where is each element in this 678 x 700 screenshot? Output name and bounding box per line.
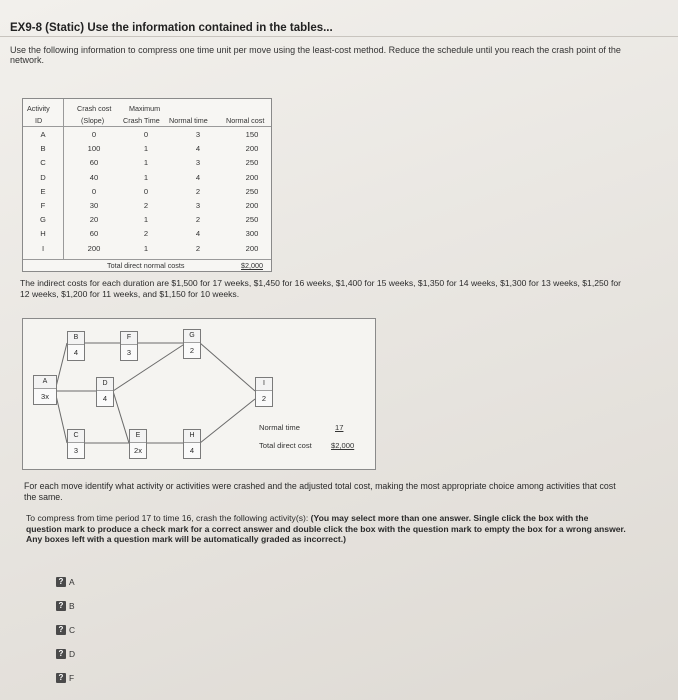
node-f-id: F xyxy=(121,332,137,345)
cell-normal-time: 4 xyxy=(195,229,201,239)
cell-normal-cost: 150 xyxy=(245,130,259,139)
total-direct-cost-value: $2,000 xyxy=(331,441,355,450)
cell-slope: 30 xyxy=(89,201,99,210)
node-d-id: D xyxy=(97,378,113,391)
total-divider xyxy=(23,259,271,260)
node-i-id: I xyxy=(256,378,272,391)
cell-normal-cost: 200 xyxy=(245,201,259,210)
node-e-id: E xyxy=(130,430,146,443)
arrow-d-e xyxy=(113,391,129,443)
header-normal-cost: Normal cost xyxy=(226,116,265,125)
cell-normal-cost: 200 xyxy=(245,144,259,154)
cell-id: E xyxy=(40,186,46,196)
normal-time-label: Normal time xyxy=(259,423,300,432)
node-i-time: 2 xyxy=(261,394,267,403)
cell-normal-time: 3 xyxy=(195,158,201,168)
total-direct-cost-label: Total direct cost xyxy=(259,441,312,450)
node-a-id: A xyxy=(34,376,56,389)
total-value: $2,000 xyxy=(241,261,263,270)
node-b-time: 4 xyxy=(73,348,79,357)
cell-normal-time: 2 xyxy=(195,215,201,225)
cell-max-crash: 1 xyxy=(143,144,149,154)
cell-slope: 60 xyxy=(89,229,99,239)
node-h-id: H xyxy=(184,430,200,443)
node-g xyxy=(183,329,201,359)
cell-id: A xyxy=(40,130,46,139)
choice-d[interactable] xyxy=(56,649,75,659)
node-f-time: 3 xyxy=(126,348,132,357)
node-d-time: 4 xyxy=(102,394,108,403)
question-mark-icon[interactable]: ? xyxy=(56,673,66,683)
header-maximum: Maximum xyxy=(129,104,161,113)
cell-slope: 20 xyxy=(89,215,99,225)
cell-slope: 100 xyxy=(87,144,101,154)
header-activity: Activity xyxy=(27,104,50,113)
cell-id: D xyxy=(40,172,46,182)
arrow-h-i xyxy=(200,399,255,443)
intro-text: Use the following information to compress one time unit per move using the least-cost method. Reduce the schedule until you reach the crash point of the network. xyxy=(10,45,621,65)
cell-normal-time: 2 xyxy=(195,186,201,196)
choice-f[interactable] xyxy=(56,673,74,683)
cell-slope: 60 xyxy=(89,158,99,168)
choice-label: C xyxy=(69,625,76,635)
node-c-id: C xyxy=(68,430,84,443)
cell-max-crash: 1 xyxy=(143,215,149,225)
question-instructions: For each move identify what activity or activities were crashed and the adjusted total cost, making the most appropriate choice among activities that cost the same. xyxy=(24,481,616,502)
header-crash-cost: Crash cost xyxy=(77,104,112,113)
node-d xyxy=(96,377,114,407)
node-f xyxy=(120,331,138,361)
node-h-time: 4 xyxy=(189,446,195,455)
cell-id: F xyxy=(40,201,46,210)
choice-b[interactable] xyxy=(56,601,75,611)
question-mark-icon[interactable]: ? xyxy=(56,625,66,635)
column-divider xyxy=(63,99,64,259)
node-e xyxy=(129,429,147,459)
node-h xyxy=(183,429,201,459)
node-b xyxy=(67,331,85,361)
header-id: ID xyxy=(35,116,43,125)
cell-normal-time: 2 xyxy=(195,243,201,253)
cell-normal-time: 4 xyxy=(195,144,201,154)
normal-time-value: 17 xyxy=(335,423,344,432)
question-mark-icon[interactable]: ? xyxy=(56,601,66,611)
choice-label: B xyxy=(69,601,75,611)
cost-table xyxy=(22,98,272,272)
node-a-time: 3x xyxy=(41,392,49,401)
cell-id: G xyxy=(40,215,46,225)
node-b-id: B xyxy=(68,332,84,345)
cell-max-crash: 1 xyxy=(143,158,149,168)
cell-slope: 0 xyxy=(91,186,97,196)
cell-max-crash: 0 xyxy=(143,130,149,139)
cell-id: H xyxy=(40,229,46,239)
cell-max-crash: 1 xyxy=(143,243,149,253)
question-prompt-text: To compress from time period 17 to time 16, crash the following activity(s): xyxy=(26,513,309,523)
cell-max-crash: 1 xyxy=(143,172,149,182)
cell-slope: 200 xyxy=(87,243,101,253)
network-diagram xyxy=(22,318,376,470)
node-g-id: G xyxy=(184,330,200,343)
page-title: EX9-8 (Static) Use the information contained in the tables... xyxy=(10,22,333,34)
question-prompt xyxy=(26,513,626,545)
cell-normal-cost: 300 xyxy=(245,229,259,239)
cell-slope: 0 xyxy=(91,130,97,139)
cell-max-crash: 0 xyxy=(143,186,149,196)
arrow-g-i xyxy=(200,343,255,391)
choice-c[interactable] xyxy=(56,625,75,635)
cell-normal-time: 3 xyxy=(195,130,201,139)
cell-normal-time: 4 xyxy=(195,172,201,182)
cell-normal-time: 3 xyxy=(195,201,201,210)
question-mark-icon[interactable]: ? xyxy=(56,577,66,587)
node-g-time: 2 xyxy=(189,346,195,355)
cell-id: B xyxy=(40,144,46,154)
node-i xyxy=(255,377,273,407)
cell-id: I xyxy=(41,243,45,253)
cell-normal-cost: 200 xyxy=(245,172,259,182)
node-e-time: 2x xyxy=(134,446,142,455)
header-slope: (Slope) xyxy=(81,116,105,125)
cell-normal-cost: 200 xyxy=(245,243,259,253)
node-c-time: 3 xyxy=(73,446,79,455)
cell-id: C xyxy=(40,158,46,168)
cell-slope: 40 xyxy=(89,172,99,182)
node-c xyxy=(67,429,85,459)
indirect-costs-text: The indirect costs for each duration are $1,500 for 17 weeks, $1,450 for 16 weeks, $1,400 for 15 weeks, $1,350 for 14 weeks, $1,300 for 13 weeks, $1,250 for 12 weeks, $1,200 for 11 weeks, and $1,150 for 10 weeks. xyxy=(20,278,621,299)
cell-normal-cost: 250 xyxy=(245,158,259,168)
node-a xyxy=(33,375,57,405)
cell-normal-cost: 250 xyxy=(245,215,259,225)
title-divider xyxy=(0,36,678,37)
cell-normal-cost: 250 xyxy=(245,186,259,196)
header-divider xyxy=(23,126,271,127)
question-prompt-note: (You may select more than one answer. Single click the box with the question mark to produce a check mark for a correct answer and double click the box with the question mark to empty the box for a wrong answer. Any boxes left with a question mark will be automatically graded as incorrect.) xyxy=(26,513,626,544)
total-label: Total direct normal costs xyxy=(107,261,185,270)
choice-label: F xyxy=(69,673,75,683)
cell-max-crash: 2 xyxy=(143,201,149,210)
header-normal-time: Normal time xyxy=(169,116,208,125)
choice-label: A xyxy=(69,577,75,587)
question-mark-icon[interactable]: ? xyxy=(56,649,66,659)
cell-max-crash: 2 xyxy=(143,229,149,239)
choice-label: D xyxy=(69,649,76,659)
choice-a[interactable] xyxy=(56,577,75,587)
header-crash-time: Crash Time xyxy=(123,116,160,125)
